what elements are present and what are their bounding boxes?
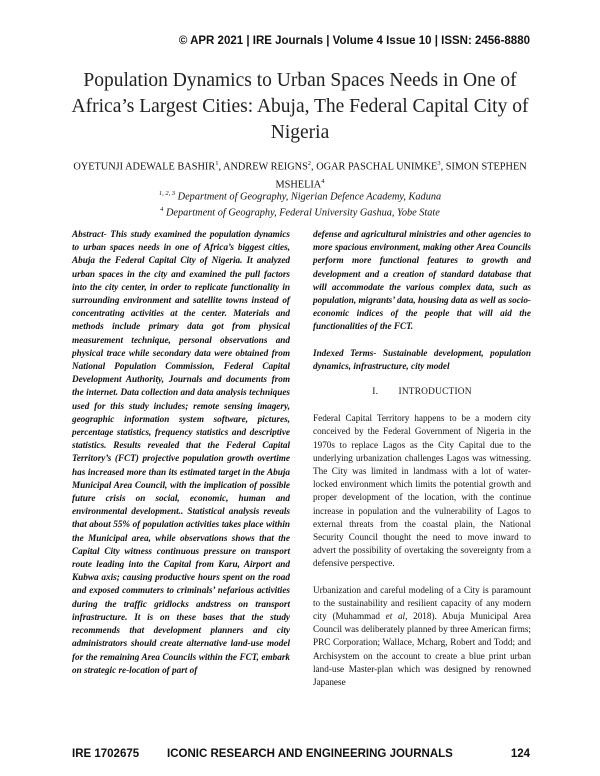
affiliation-text: Department of Geography, Federal University Gashua, Yobe State — [165, 207, 440, 219]
section-heading-introduction — [313, 386, 531, 399]
index-terms: Indexed Terms- Sustainable development, population dynamics, infrastructure, city model — [313, 347, 531, 371]
author-name: OYETUNJI ADEWALE BASHIR — [73, 161, 216, 173]
affiliation-superscript: 4 — [160, 206, 164, 213]
affiliation-superscript: 1, 2, 3 — [158, 190, 176, 197]
section-number: I. — [372, 387, 379, 398]
footer-journal-name: ICONIC RESEARCH AND ENGINEERING JOURNALS — [167, 748, 453, 760]
citation-et-al: et al, — [385, 611, 408, 622]
intro-paragraph-2-text: Urbanization and careful modeling of a City is paramount to the sustainability and resilient capacity of any modern city (Muhammad — [313, 584, 531, 622]
author-superscript: 4 — [321, 178, 325, 186]
abstract-continued: defense and agricultural ministries and other agencies to more spacious environment, making other Area Councils perform more functional features to growth and development and a creation of standard database that will accommodate the various complex data, such as population, migrants’ data, housing data as well as socio-economic indices of the people that will aid the functionalities of the FCT. — [313, 229, 531, 332]
author-superscript: 1 — [215, 160, 219, 167]
journal-header: © APR 2021 | IRE Journals | Volume 4 Issue 10 | ISSN: 2456-8880 — [178, 35, 530, 47]
paper-title: Population Dynamics to Urban Spaces Needs in One of Africa’s Largest Cities: Abuja, The Federal Capital City of Nigeria — [71, 70, 529, 143]
intro-paragraph-1: Federal Capital Territory happens to be a modern city conceived by the Federal Government of Nigeria in the 1970s to replace Lagos as the City Capital due to the underlying urbanization challenges Lagos was witnessing. The City was limited in landmass with a lot of water-locked environment which limits the potential growth and proper development of the location, with the continue increase in population and the vulnerability of Lagos to external threats from the coastal plain, the National Security Council thought the need to move inward to advert the possibility of overtaking the sovereignty from a defensive perspective. — [313, 413, 531, 569]
author-superscript: 3 — [437, 160, 441, 167]
affiliation-text: Department of Geography, Nigerian Defence Academy, Kaduna — [177, 191, 442, 203]
abstract: Abstract- This study examined the population dynamics to urban spaces needs in one of Africa’s biggest cities, Abuja the Federal Capital City of Nigeria. It analyzed urban spaces in the city and examined the pull factors into the city center, in order to replicate functionality in surrounding environment and satellite towns instead of concentrating activities at the center. Materials and methods include primary data got from physical measurement technique, personal observations and physical trace while secondary data were obtained from National Population Commission, Federal Capital Development Authority, Journals and documents from the internet. Data collection and data analysis techniques used for this study includes; remote sensing imagery, geographic information system software, pictures, percentage statistics, frequency statistics and descriptive statistics. Results revealed that the Federal Capital Territory’s (FCT) projective population growth overtime has increased more than its estimated target in the Abuja Municipal Area Council, with the implication of possible future crisis on social, economic, human and environmental development.. Statistical analysis reveals that about 55% of population activities takes place within the Municipal area, while observations shows that the Capital City witness continuous pressure on transport route leading into the Capital from Karu, Airport and Kubwa axis; causing productive hours spent on the road and exposed commuters to criminals’ nefarious activities during the traffic gridlocks andstress on transport infrastructure. It is on these bases that the study recommends that development planners and city administrators should create alternative land-use model for the remaining Area Councils within the FCT, embark on strategic re-location of part of — [72, 229, 290, 675]
intro-paragraph-2 — [313, 584, 531, 690]
section-title: INTRODUCTION — [398, 387, 472, 398]
intro-paragraph-2-text-cont: 2018). Abuja Municipal Area Council was deliberately planned by three American firms; PRC Corporation; Wallace, Mcharg, Robert and Todd; and Archisystem on the account to create a blue print urban land-use Master-plan which was designed by renowned Japanese — [313, 611, 531, 688]
affiliation-2 — [70, 202, 530, 220]
author-name: ANDREW REIGNS — [223, 161, 308, 173]
right-column — [313, 228, 531, 702]
left-column — [72, 228, 290, 677]
footer-paper-id: IRE 1702675 — [72, 748, 140, 760]
author-superscript: 2 — [307, 160, 312, 167]
author-list: OYETUNJI ADEWALE BASHIR$^1$, ANDREW REIGNS$^2$, OGAR PASCHAL UNIMKE$^3$, SIMON STEPHEN MSHELIA$^4$ — [73, 160, 527, 191]
author-name: OGAR PASCHAL UNIMKE — [316, 161, 438, 173]
footer-page-number: 124 — [510, 748, 530, 760]
author-name: SIMON STEPHEN MSHELIA — [275, 161, 527, 191]
